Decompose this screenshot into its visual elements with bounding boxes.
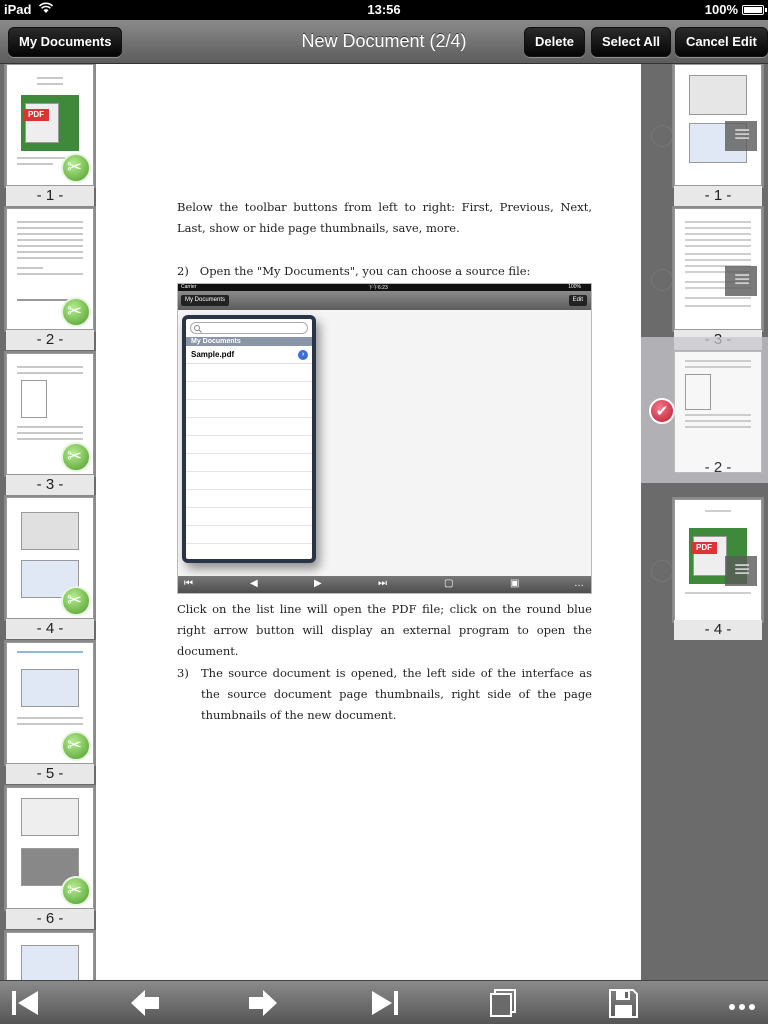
clip-page-icon[interactable] <box>61 586 91 616</box>
source-thumbnail[interactable] <box>6 642 94 764</box>
navigation-bar <box>0 20 768 64</box>
list-item-3 <box>177 663 592 726</box>
source-thumbnail[interactable] <box>6 497 94 619</box>
source-thumbnail[interactable] <box>6 353 94 475</box>
thumbnail-label: - 2 - <box>704 459 732 476</box>
source-thumbnail[interactable] <box>6 932 94 980</box>
thumbnail-label: - 3 - <box>6 475 94 495</box>
status-bar <box>0 0 768 20</box>
list-item-2: 2) Open the "My Documents", you can choose a source file: <box>177 264 531 278</box>
selected-check-icon[interactable]: ✔ <box>649 398 675 424</box>
battery-percent: 100% <box>704 2 738 17</box>
new-document-thumbnail-strip[interactable] <box>641 64 768 980</box>
last-page-icon[interactable] <box>366 987 402 1019</box>
my-documents-button[interactable]: My Documents <box>8 27 122 57</box>
more-icon[interactable] <box>724 987 760 1019</box>
thumbnail-label: - 4 - <box>674 620 762 640</box>
thumbnails-icon[interactable] <box>486 987 522 1019</box>
source-thumbnail[interactable] <box>6 64 94 186</box>
source-thumbnail-strip[interactable] <box>0 64 96 980</box>
screenshot-carrier: Carrier <box>181 284 197 290</box>
screenshot-next-icon: ▶ <box>314 578 322 589</box>
screenshot-thumbs-icon: ▢ <box>444 578 454 589</box>
thumbnail-label: - 6 - <box>6 909 94 929</box>
delete-button[interactable]: Delete <box>524 27 585 57</box>
select-radio[interactable] <box>651 269 673 291</box>
file-name: Sample.pdf <box>191 350 235 359</box>
paragraph: Click on the list line will open the PDF file; click on the round blue right arrow button will display an external program to open the document. <box>177 602 592 658</box>
page-title: New Document (2/4) <box>301 31 467 51</box>
source-thumbnail[interactable] <box>6 787 94 909</box>
select-all-button[interactable]: Select All <box>591 27 671 57</box>
bottom-toolbar <box>0 980 768 1024</box>
thumbnail-label: - 1 - <box>6 186 94 206</box>
drag-handle-icon[interactable] <box>725 121 757 151</box>
select-radio[interactable] <box>651 560 673 582</box>
first-page-icon[interactable] <box>8 987 44 1019</box>
thumbnail-label: - 5 - <box>6 764 94 784</box>
clip-page-icon[interactable] <box>61 731 91 761</box>
screenshot-status-bar <box>178 284 591 291</box>
select-radio[interactable] <box>651 125 673 147</box>
documents-popover <box>182 315 316 563</box>
cancel-edit-button[interactable]: Cancel Edit <box>675 27 768 57</box>
embedded-screenshot <box>177 283 592 594</box>
screenshot-back-button: My Documents <box>181 295 229 306</box>
thumbnail-label: - 1 - <box>674 186 762 206</box>
popover-header: My Documents <box>186 337 312 346</box>
target-thumbnail-selected[interactable] <box>674 351 762 473</box>
screenshot-save-icon: ▣ <box>510 578 520 589</box>
screenshot-edit-button: Edit <box>569 295 587 306</box>
clip-page-icon[interactable] <box>61 153 91 183</box>
device-name: iPad <box>4 2 32 17</box>
screenshot-time: 下午6:23 <box>368 285 388 291</box>
thumbnail-label: - 2 - <box>6 330 94 350</box>
thumbnail-label: - 4 - <box>6 619 94 639</box>
list-number: 3) <box>177 666 189 680</box>
document-page[interactable] <box>96 64 641 980</box>
screenshot-more-icon: … <box>574 578 584 589</box>
pdf-badge: PDF <box>23 109 49 121</box>
search-icon <box>190 322 308 334</box>
screenshot-toolbar <box>178 576 591 593</box>
drag-handle-icon[interactable] <box>725 266 757 296</box>
screenshot-prev-icon: ◀ <box>250 578 258 589</box>
pdf-badge: PDF <box>691 542 717 554</box>
clip-page-icon[interactable] <box>61 876 91 906</box>
screenshot-last-icon: ⏭ <box>378 578 387 589</box>
source-thumbnail[interactable] <box>6 208 94 330</box>
clip-page-icon[interactable] <box>61 297 91 327</box>
pdf-clipper-logo <box>21 95 79 151</box>
drag-handle-icon[interactable] <box>725 556 757 586</box>
save-icon[interactable] <box>605 987 641 1019</box>
next-page-icon[interactable] <box>245 987 281 1019</box>
battery-icon <box>742 5 764 15</box>
clip-page-icon[interactable] <box>61 442 91 472</box>
screenshot-nav-bar <box>178 291 591 310</box>
info-arrow-icon: › <box>298 350 308 360</box>
clock: 13:56 <box>367 2 401 17</box>
screenshot-first-icon: ⏮ <box>184 578 193 589</box>
file-row <box>186 346 312 364</box>
previous-page-icon[interactable] <box>127 987 163 1019</box>
list-item-text: The source document is opened, the left side of the interface as the source document page thumbnails, right side of the page thumbnails of the new document. <box>201 666 592 722</box>
paragraph: Below the toolbar buttons from left to right: First, Previous, Next, Last, show or hide page thumbnails, save, more. <box>177 200 592 235</box>
screenshot-battery: 100% <box>568 284 581 290</box>
